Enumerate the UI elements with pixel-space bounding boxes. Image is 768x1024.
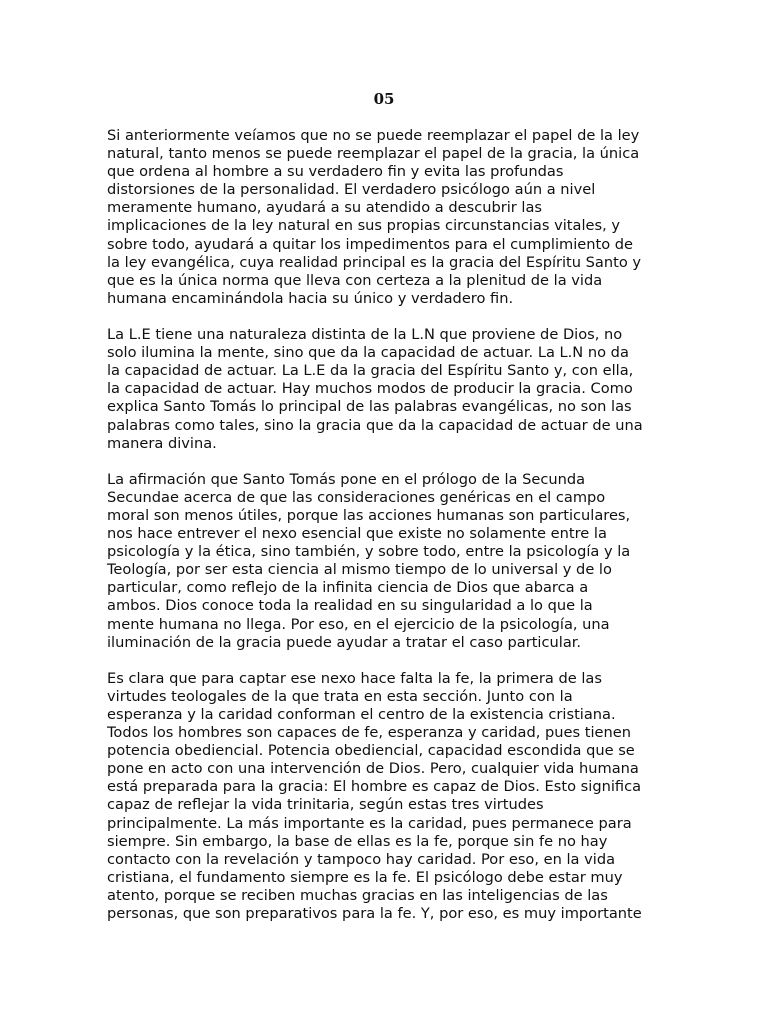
page-body	[107, 127, 662, 941]
page-number: 05	[373, 90, 395, 108]
paragraph-3: La afirmación que Santo Tomás pone en el prólogo de la Secunda Secundae acerca de que las consideraciones genéricas en el campo moral son menos útiles, porque las acciones humanas son particulares, nos hace entrever el nexo esencial que existe no solamente entre la psicología y la ética, sino también, y sobre todo, entre la psicología y la Teología, por ser esta ciencia al mismo tiempo de lo universal y de lo particular, como reflejo de la infinita ciencia de Dios que abarca a ambos. Dios conoce toda la realidad en su singularidad a lo que la mente humana no llega. Por eso, en el ejercicio de la psicología, una iluminación de la gracia puede ayudar a tratar el caso particular.	[107, 470, 631, 651]
paragraph-4: Es clara que para captar ese nexo hace falta la fe, la primera de las virtudes teologales de la que trata en esta sección. Junto con la esperanza y la caridad conforman el centro de la existencia cristiana. Todos los hombres son capaces de fe, esperanza y caridad, pues tienen potencia obediencial. Potencia obediencial, capacidad escondida que se pone en acto con una intervención de Dios. Pero, cualquier vida humana está preparada para la gracia: El hombre es capaz de Dios. Esto significa capaz de reflejar la vida trinitaria, según estas tres virtudes principalmente. La más importante es la caridad, pues permanece para siempre. Sin embargo, la base de ellas es la fe, porque sin fe no hay contacto con la revelación y tampoco hay caridad. Por eso, en la vida cristiana, el fundamento siempre es la fe. El psicólogo debe estar muy atento, porque se reciben muchas gracias en las inteligencias de las personas, que son preparativos para la fe. Y, por eso, es muy importante	[107, 669, 642, 923]
paragraph-1: Si anteriormente veíamos que no se puede reemplazar el papel de la ley natural, tanto menos se puede reemplazar el papel de la gracia, la única que ordena al hombre a su verdadero fin y evita las profundas distorsiones de la personalidad. El verdadero psicólogo aún a nivel meramente humano, ayudará a su atendido a descubrir las implicaciones de la ley natural en sus propias circunstancias vitales, y sobre todo, ayudará a quitar los impedimentos para el cumplimiento de la ley evangélica, cuya realidad principal es la gracia del Espíritu Santo y que es la única norma que lleva con certeza a la plenitud de la vida humana encaminándola hacia su único y verdadero fin.	[107, 127, 642, 307]
paragraph-2: La L.E tiene una naturaleza distinta de la L.N que proviene de Dios, no solo ilumina la mente, sino que da la capacidad de actuar. La L.N no da la capacidad de actuar. La L.E da la gracia del Espíritu Santo y, con ella, la capacidad de actuar. Hay muchos modos de producir la gracia. Como explica Santo Tomás lo principal de las palabras evangélicas, no son las palabras como tales, sino la gracia que da la capacidad de actuar de una manera divina.	[107, 326, 643, 452]
